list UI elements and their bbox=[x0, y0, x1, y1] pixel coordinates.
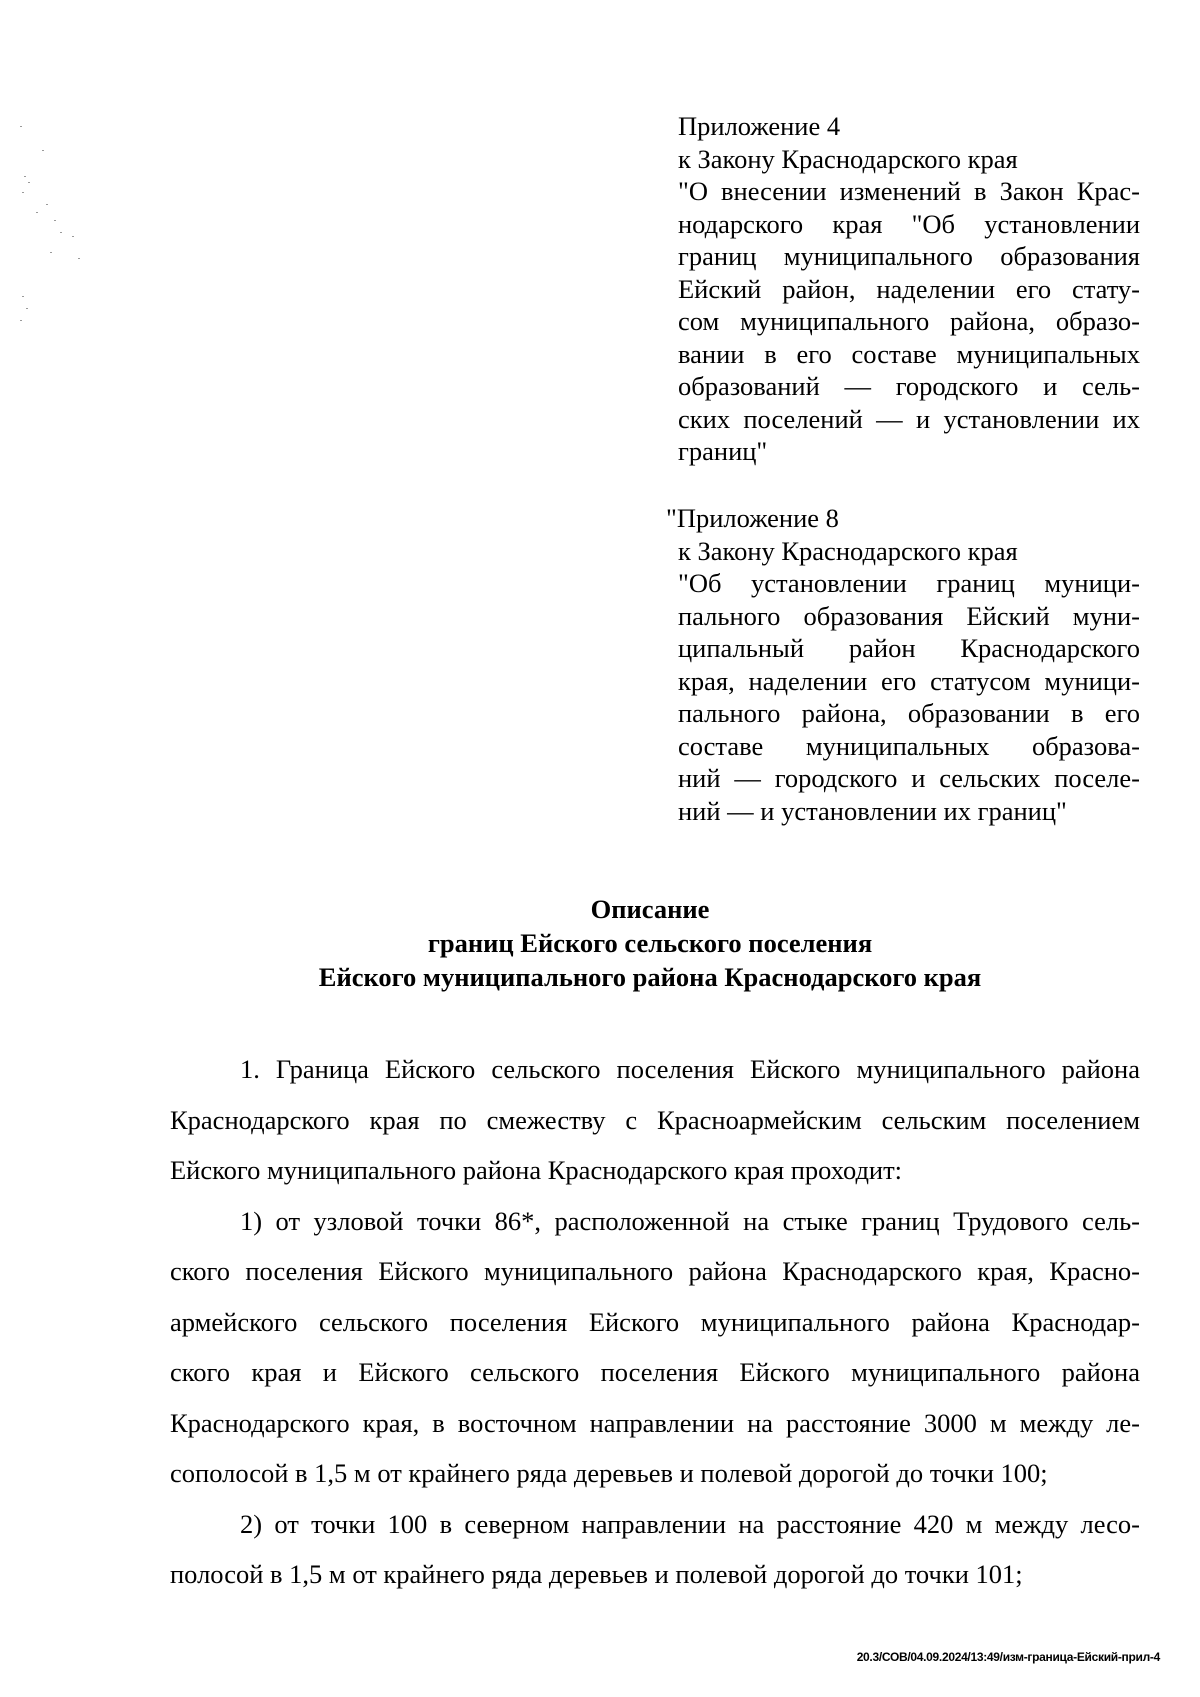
annex-4-line: ских поселений — и установлении их bbox=[678, 403, 1140, 434]
annex-4-line: нодарского края "Об установлении bbox=[678, 208, 1140, 239]
annex-8-line: к Закону Краснодарского края bbox=[678, 535, 1018, 566]
title-line: границ Ейского сельского поселения bbox=[427, 928, 873, 958]
annex-4-line: вании в его составе муниципальных bbox=[678, 338, 1140, 369]
body-line: армейского сельского поселения Ейского муниципального района Краснодар- bbox=[170, 1306, 1140, 1337]
body-line: ского поселения Ейского муниципального района Краснодарского края, Красно- bbox=[170, 1256, 1140, 1286]
annex-8-line: ний — и установлении их границ" bbox=[678, 795, 1067, 826]
body-line: полосой в 1,5 м от крайнего ряда деревьев и полевой дорогой до точки 101; bbox=[170, 1559, 1023, 1589]
annex-4-line: границ" bbox=[678, 436, 768, 466]
annex-8-line: края, наделении его статусом муници- bbox=[678, 665, 1140, 696]
body-line: 1. Граница Ейского сельского поселения Ейского муниципального района bbox=[240, 1054, 1140, 1084]
document-footer-id: 20.3/СОВ/04.09.2024/13:49/изм-граница-Ейский-прил-4 bbox=[856, 1650, 1160, 1664]
scan-specks bbox=[20, 120, 90, 350]
annex-8-line: пального района, образовании в его bbox=[678, 698, 1140, 728]
annex-8-line: "Об установлении границ муници- bbox=[678, 568, 1140, 598]
annex-4-line: Ейский район, наделении его стату- bbox=[678, 273, 1140, 304]
body-line: 2) от точки 100 в северном направлении на расстояние 420 м между лесо- bbox=[240, 1508, 1140, 1539]
title-line: Описание bbox=[590, 894, 710, 924]
annex-4-line: сом муниципального района, образо- bbox=[678, 306, 1140, 336]
annex-4-line: к Закону Краснодарского края bbox=[678, 143, 1018, 174]
annex-4-line: образований — городского и сель- bbox=[678, 371, 1140, 401]
annex-8-line: "Приложение 8 bbox=[666, 503, 839, 533]
annex-8-line: составе муниципальных образова- bbox=[678, 730, 1140, 761]
title-line: Ейского муниципального района Краснодарского края bbox=[318, 962, 982, 992]
annex-4-line: границ муниципального образования bbox=[678, 241, 1140, 271]
body-line: сополосой в 1,5 м от крайнего ряда деревьев и полевой дорогой до точки 100; bbox=[170, 1458, 1048, 1488]
annex-8-line: ципальный район Краснодарского bbox=[678, 633, 1140, 663]
annex-4-line: "О внесении изменений в Закон Крас- bbox=[678, 176, 1140, 206]
document-title bbox=[160, 892, 1140, 994]
body-line: Ейского муниципального района Краснодарского края проходит: bbox=[170, 1155, 903, 1185]
annex-4-header bbox=[678, 110, 1140, 468]
annex-8-header bbox=[666, 502, 1140, 827]
annex-8-line: пального образования Ейский муни- bbox=[678, 600, 1140, 631]
annex-8-line: ний — городского и сельских поселе- bbox=[678, 763, 1140, 793]
body-line: Краснодарского края, в восточном направлении на расстояние 3000 м между ле- bbox=[170, 1407, 1140, 1438]
annex-4-line: Приложение 4 bbox=[678, 111, 841, 141]
document-body bbox=[170, 1044, 1140, 1600]
body-line: Краснодарского края по смежеству с Красноармейским сельским поселением bbox=[170, 1104, 1140, 1135]
body-line: 1) от узловой точки 86*, расположенной на стыке границ Трудового сель- bbox=[240, 1205, 1140, 1236]
body-line: ского края и Ейского сельского поселения Ейского муниципального района bbox=[170, 1357, 1140, 1387]
